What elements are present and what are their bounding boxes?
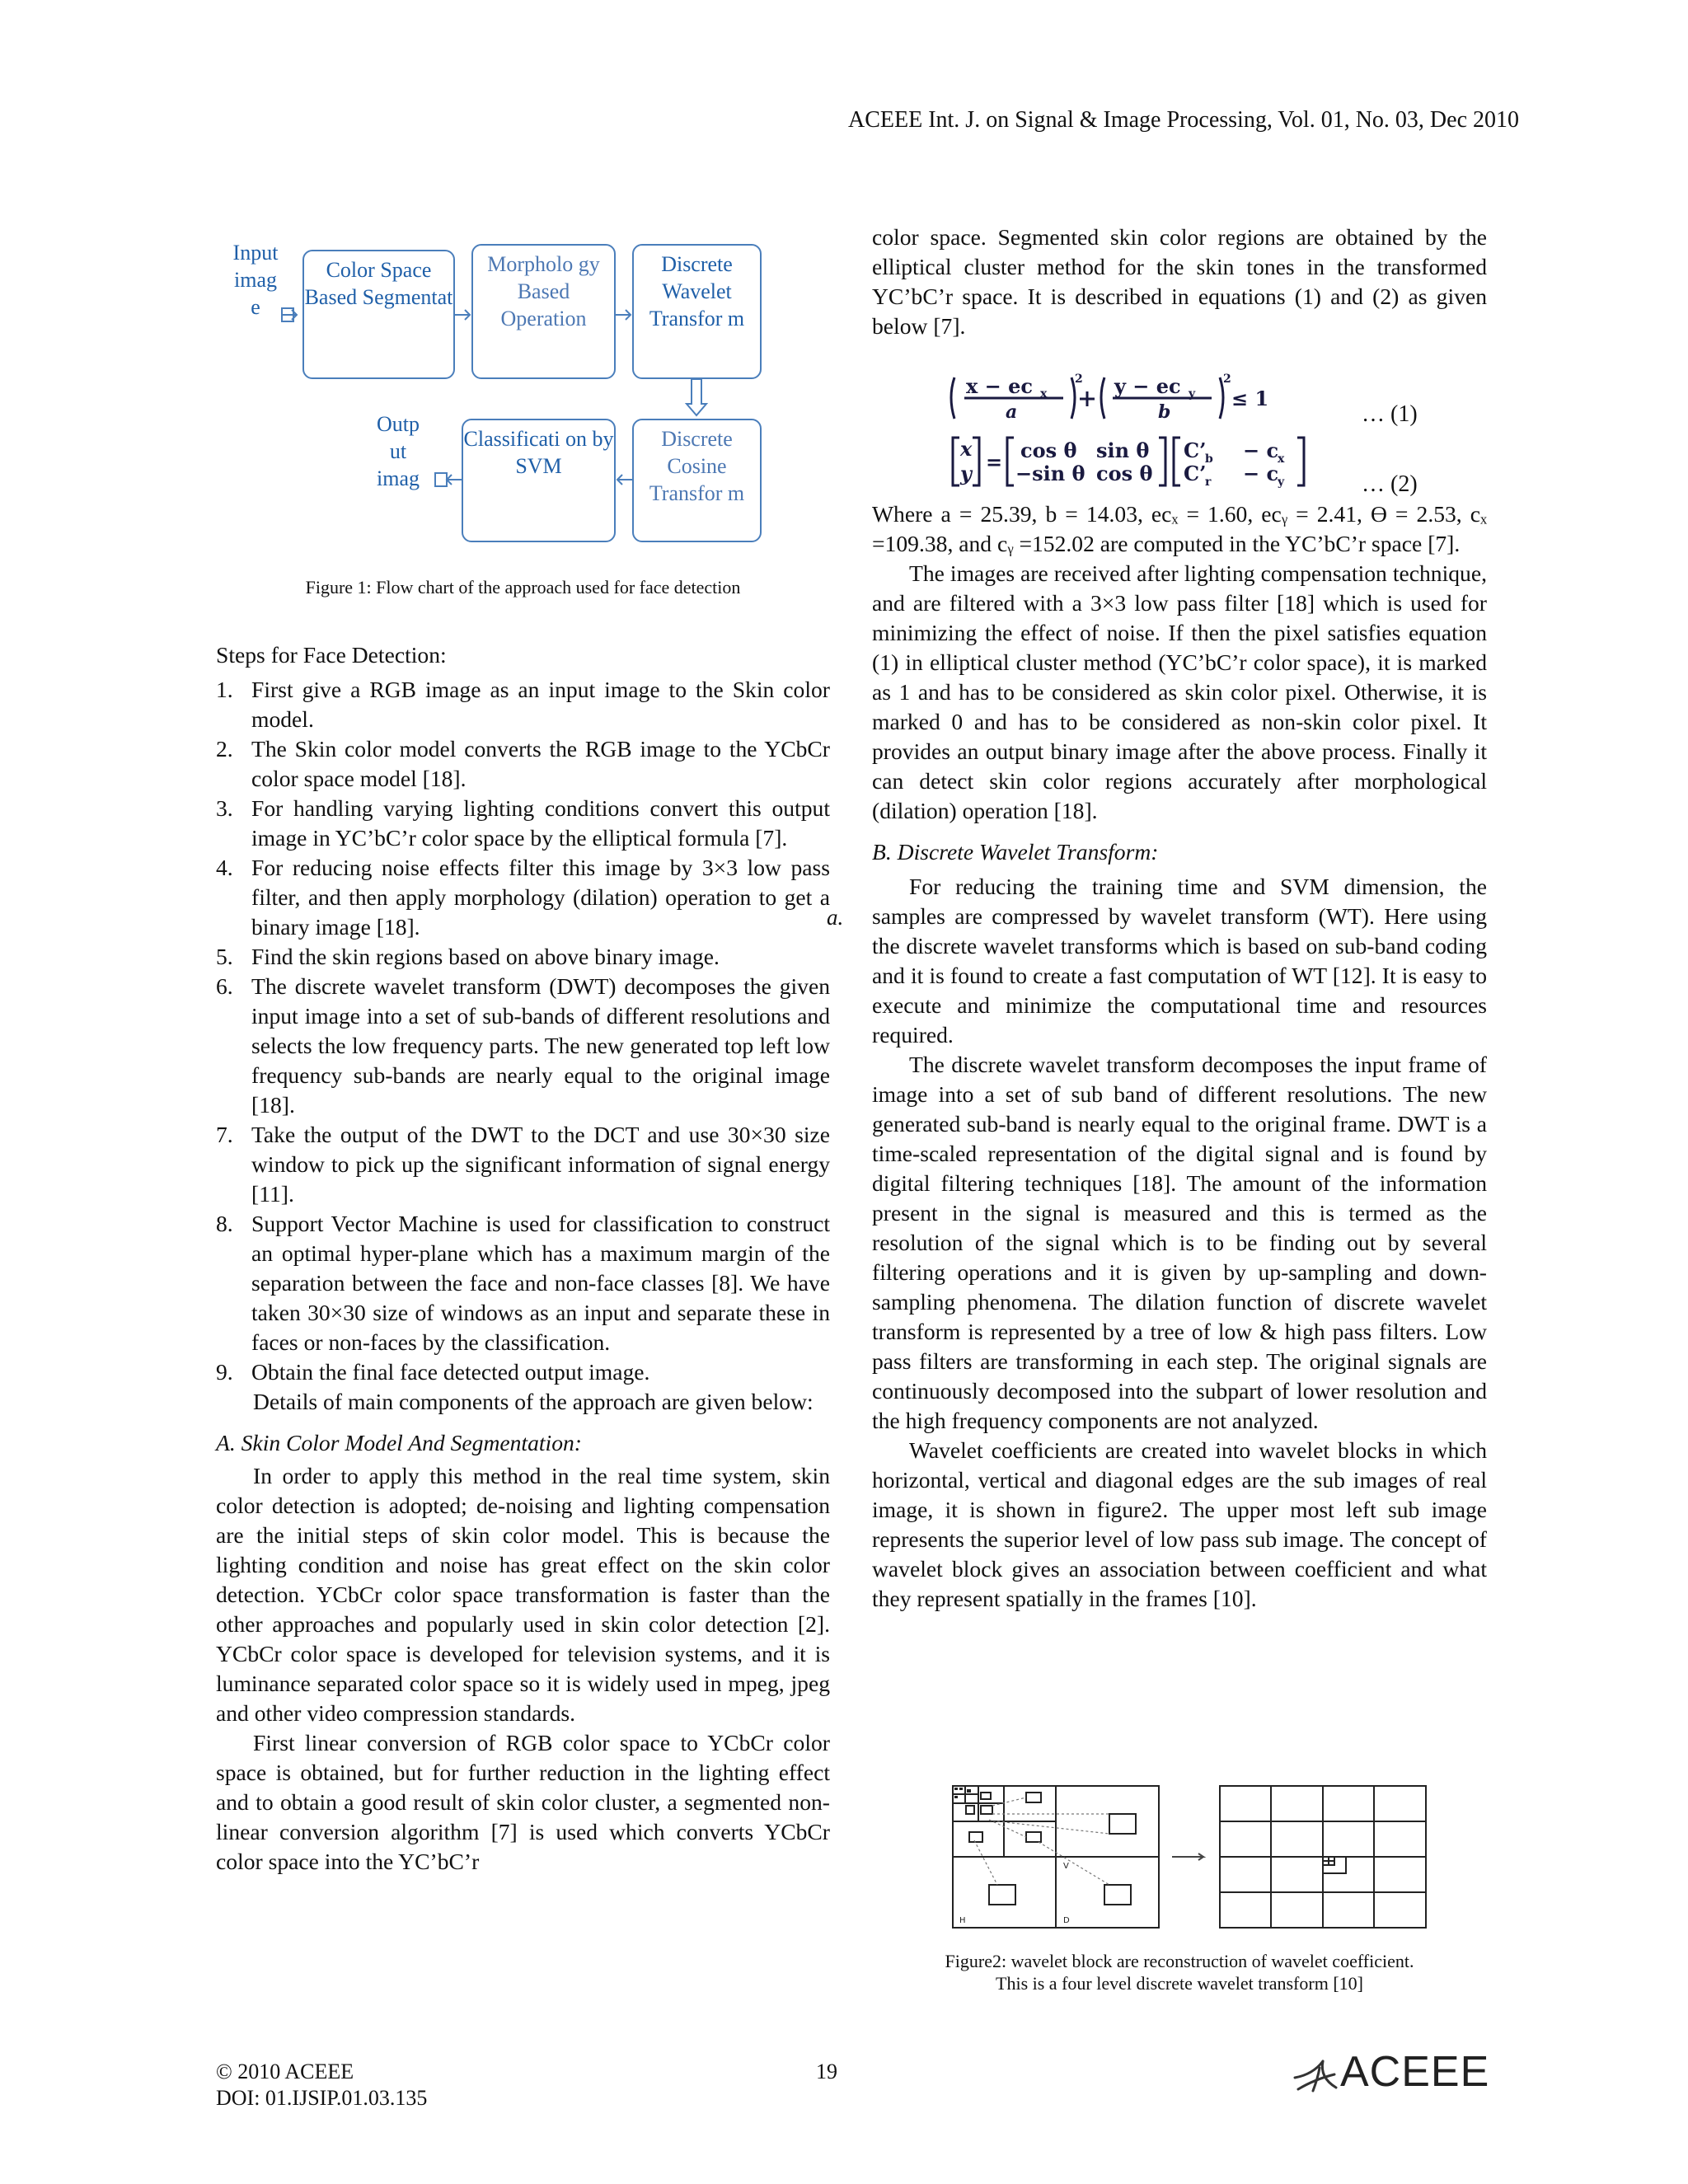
svg-text:y: y (1278, 476, 1285, 489)
footer-doi: DOI: 01.IJSIP.01.03.135 (216, 2086, 428, 2110)
equation-2 (948, 433, 1311, 492)
color-space-paragraph: color space. Segmented skin color regions are obtained by the elliptical cluster method for the skin tones in the transformed YC’bC’r space. It is described in equations (1) and (2) as given below [7]. (872, 224, 1487, 339)
svg-text:C’: C’ (1184, 462, 1207, 485)
aceee-logo-text: ACEEE (1340, 2048, 1490, 2096)
dwt-box: Discrete Wavelet Transfor m (632, 244, 762, 379)
svg-text:x: x (1278, 452, 1285, 466)
svg-text:=: = (986, 450, 1003, 474)
left-column (216, 640, 830, 1877)
section-b-heading: B. Discrete Wavelet Transform: (872, 839, 1159, 865)
stray-mark: a. (827, 905, 844, 930)
figure2-arrow (1172, 1854, 1203, 1860)
section-b-paragraph-1: For reducing the training time and SVM dimension, the samples are compressed by wavelet transform (WT). Here using the discrete wavelet transforms which is based on sub-band coding and it is found to create a fast computation of WT [12]. It is easy to execute and minimize the computational time and resources required. (872, 874, 1487, 1047)
svm-box: Classificati on by SVM (462, 419, 616, 542)
section-a-heading: A. Skin Color Model And Segmentation: (216, 1430, 582, 1455)
section-a-paragraph-1: In order to apply this method in the real time system, skin color detection is adopted; de-noising and lighting compensation are the initial steps of skin color model. This is because the lighting condition and noise has great effect on the skin color detection. YCbCr color space transformation is faster than the other approaches and popularly used in skin color detection [2]. YCbCr color space is developed for television systems, and it is luminance separated color space so it is widely used in mpeg, jpeg and other video compression standards. (216, 1463, 830, 1726)
v-label: V (1063, 1862, 1069, 1871)
svg-text:cos θ: cos θ (1020, 438, 1077, 462)
list-item: 9. Obtain the final face detected output image. (216, 1359, 650, 1385)
list-item: 7. Take the output of the DWT to the DCT and use 30×30 size window to pick up the significant information of signal energy [11]. (216, 1122, 830, 1207)
svg-text:b: b (1158, 401, 1171, 423)
figure2-caption-line1: Figure2: wavelet block are reconstruction of wavelet coefficient. (945, 1951, 1414, 1971)
svg-text:y: y (960, 462, 972, 485)
equation-2-number: … (2) (1362, 471, 1418, 497)
svg-text:x: x (960, 437, 973, 461)
svg-text:2: 2 (1223, 373, 1231, 386)
arrow-svm-to-output (447, 475, 462, 485)
aceee-logo-icon (1290, 2050, 1348, 2099)
steps-list (216, 675, 830, 1387)
list-item: 1. First give a RGB image as an input image to the Skin color model. (216, 677, 830, 732)
flowchart-arrows (231, 239, 775, 544)
svg-text:x: x (1040, 387, 1048, 401)
footer-copyright: © 2010 ACEEE (216, 2060, 354, 2083)
svg-text:x − ec: x − ec (966, 374, 1034, 398)
color-space-box: Color Space Based Segmentat (302, 250, 455, 379)
arrow-morph-to-dwt (616, 310, 631, 320)
figure1-caption: Figure 1: Flow chart of the approach used for face detection (305, 577, 741, 598)
svg-text:b: b (1205, 452, 1213, 466)
figure2-wavelet-blocks (948, 1783, 1434, 1931)
details-paragraph: Details of main components of the approach are given below: (253, 1389, 814, 1414)
right-column-top (872, 223, 1487, 341)
list-item: 5. Find the skin regions based on above binary image. (216, 944, 720, 969)
dct-box: Discrete Cosine Transfor m (632, 419, 762, 542)
d-label: D (1063, 1916, 1070, 1925)
svg-text:− c: − c (1243, 438, 1279, 462)
svg-text:a: a (1006, 401, 1018, 423)
morphology-box: Morpholo gy Based Operation (471, 244, 616, 379)
arrow-dct-to-svm (617, 475, 632, 485)
list-item: 8. Support Vector Machine is used for classification to construct an optimal hyper-plane which has a maximum margin of the separation between the face and non-face classes [8]. We have taken 30×30 size of windows as an input and separate these in faces or non-faces by the classification. (216, 1211, 830, 1355)
figure2-caption-line2: This is a four level discrete wavelet transform [10] (996, 1973, 1363, 1994)
output-image-label: Outp ut imag (377, 412, 420, 490)
svg-text:− c: − c (1243, 462, 1279, 485)
input-image-label: Input imag e (232, 241, 279, 319)
page-number: 19 (816, 2060, 837, 2083)
svg-text:−sin θ: −sin θ (1015, 462, 1085, 485)
arrow-color-to-morph (455, 310, 470, 320)
list-item: 6. The discrete wavelet transform (DWT) decomposes the given input image into a set of sub-bands of different resolutions and selects the low frequency parts. The new generated top left low frequency sub-bands are nearly equal to the original image [18]. (216, 973, 830, 1118)
right-column-body (872, 499, 1487, 1614)
arrow-input-to-color (282, 310, 297, 320)
section-b-paragraph-3: Wavelet coefficients are created into wavelet blocks in which horizontal, vertical and diagonal edges are the sub images of real image, it is shown in figure2. The upper most left sub image represents the superior level of low pass sub image. The concept of wavelet block gives an association between coefficient and what they represent spatially in the frames [10]. (872, 1437, 1487, 1611)
svg-text:r: r (1205, 476, 1212, 489)
filtering-paragraph: The images are received after lighting compensation technique, and are filtered with a 3×3 low pass filter [18] which is used for minimizing the effect of noise. If then the pixel satisfies equation (1) in elliptical cluster method (YC’bC’r color space), it is marked as 1 and has to be considered as skin color pixel. Otherwise, it is marked 0 and has to be considered as non-skin color pixel. It provides an output binary image after the above process. Finally it can detect skin color regions accurately after morphological (dilation) operation [18]. (872, 560, 1487, 823)
svg-text:2: 2 (1075, 373, 1083, 386)
svg-text:sin θ: sin θ (1096, 438, 1150, 462)
figure1-flowchart (231, 239, 775, 544)
svg-text:≤ 1: ≤ 1 (1231, 387, 1269, 410)
section-b-paragraph-2: The discrete wavelet transform decomposes the input frame of image into a set of sub band of different resolutions. The new generated sub-band is nearly equal to the original frame. DWT is a time-scaled representation of the digital signal and is found by digital filtering techniques [18]. The amount of the information present in the signal is measured and this is termed as the resolution of the signal which is to be finding out by several filtering operations and it is given by up-sampling and down-sampling phenomena. The dilation function of discrete wavelet transform is represented by a tree of low & high pass filters. Low pass filters are transforming in each step. The original signals are continuously decomposed into the subpart of lower resolution and the high frequency components are not analyzed. (872, 1052, 1487, 1433)
svg-text:cos θ: cos θ (1096, 462, 1153, 485)
svg-text:y: y (1189, 387, 1196, 401)
svg-text:C’: C’ (1184, 438, 1207, 462)
section-a-paragraph-2: First linear conversion of RGB color space to YCbCr color space is obtained, but for further reduction in the lighting effect and to obtain a good result of skin color cluster, a segmented non-linear conversion algorithm [7] is used which converts YCbCr color space into the YC’bC’r (216, 1730, 830, 1874)
h-label: H (959, 1916, 966, 1925)
where-paragraph: Where a = 25.39, b = 14.03, ecₓ = 1.60, ecᵧ = 2.41, Ɵ = 2.53, cₓ =109.38, and cᵧ =152.02 are computed in the YC’bC’r space [7]. (872, 501, 1487, 556)
list-item: 3. For handling varying lighting conditions convert this output image in YC’bC’r color space by the elliptical formula [7]. (216, 795, 830, 851)
equation-1 (948, 371, 1269, 424)
steps-heading: Steps for Face Detection: (216, 642, 447, 668)
equation-1-number: … (1) (1362, 401, 1418, 427)
list-item: 4. For reducing noise effects filter this image by 3×3 low pass filter, and then apply morphology (dilation) operation to get a binary image [18]. (216, 855, 830, 940)
journal-header: ACEEE Int. J. on Signal & Image Processing, Vol. 01, No. 03, Dec 2010 (847, 107, 1519, 133)
svg-text:y − ec: y − ec (1114, 374, 1181, 398)
list-item: 2. The Skin color model converts the RGB image to the YCbCr color space model [18]. (216, 736, 830, 791)
arrow-dwt-to-dct (687, 379, 706, 415)
